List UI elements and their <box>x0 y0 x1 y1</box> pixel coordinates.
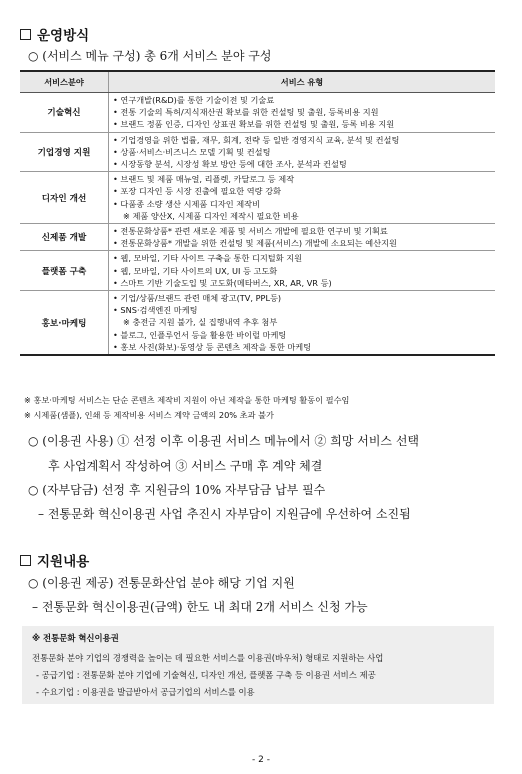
table-row <box>20 93 495 133</box>
table-row <box>20 132 495 172</box>
table-row <box>20 291 495 356</box>
info-box-title: ※ 전통문화 혁신이용권 <box>32 633 119 643</box>
service-item: • 다품종 소량 생산 시제품 디자인 제작비 <box>113 198 260 209</box>
header-category: 서비스분야 <box>20 71 109 93</box>
table-row <box>20 224 495 251</box>
service-item: • 포장 디자인 등 시장 진출에 필요한 역량 강화 <box>113 186 282 197</box>
service-category: 신제품 개발 <box>20 224 109 251</box>
service-items <box>109 224 496 251</box>
service-items <box>109 172 496 224</box>
info-box-line-3: - 수요기업 : 이용권을 발급받아서 공급기업의 서비스를 이용 <box>36 687 255 697</box>
service-item: ※ 제품 양산X, 시제품 디자인 제작시 필요한 비용 <box>123 210 299 221</box>
bullet-self-pay: ○ (자부담금) 선정 후 지원금의 10% 자부담금 납부 필수 <box>28 483 326 497</box>
checkbox-square-icon <box>20 555 31 566</box>
service-item: • 전통 기술의 특허/지식재산권 확보를 위한 컨설팅 및 출원, 등록비용 지원 <box>113 107 379 118</box>
table-row <box>20 172 495 224</box>
table-row <box>20 251 495 291</box>
checkbox-square-icon <box>20 29 31 40</box>
service-category: 기술혁신 <box>20 93 109 133</box>
service-item: ※ 충전금 지원 불가, 실 집행내역 추후 첨부 <box>123 317 278 328</box>
service-item: • 전통문화상품* 관련 새로운 제품 및 서비스 개발에 필요한 연구비 및 기획료 <box>113 226 388 237</box>
service-item: • 웹, 모바일, 기타 사이트 구축을 통한 디지털화 지원 <box>113 253 303 264</box>
service-item: • 전통문화상품* 개발을 위한 컨설팅 및 제품(서비스) 개발에 소요되는 예산지원 <box>113 238 397 249</box>
bullet-voucher: ○ (이용권 제공) 전통문화산업 분야 해당 기업 지원 <box>28 576 295 590</box>
service-item: • 시장동향 분석, 시장성 확보 방안 등에 대한 조사, 분석과 컨설팅 <box>113 159 347 170</box>
service-item: • 기업경영을 위한 법률, 재무, 회계, 전략 등 일반 경영지식 교육, 분석 및 컨설팅 <box>113 134 400 145</box>
service-item: • 브랜드 및 제품 매뉴얼, 리플렛, 카달로그 등 제작 <box>113 174 295 185</box>
service-category: 플랫폼 구축 <box>20 251 109 291</box>
service-item: • 기업/상품/브랜드 관련 매체 광고(TV, PPL등) <box>113 293 282 304</box>
note-2: ※ 시제품(샘플), 인쇄 등 제작비용 서비스 계약 금액의 20% 초과 불가 <box>24 410 274 420</box>
table-header-row <box>20 71 495 93</box>
section-title: 운영방식 <box>37 28 90 44</box>
service-items <box>109 251 496 291</box>
bullet-voucher-sub: – 전통문화 혁신이용권(금액) 한도 내 최대 2개 서비스 신청 가능 <box>32 600 368 614</box>
service-category: 디자인 개선 <box>20 172 109 224</box>
service-item: • 상품·서비스·비즈니스 모델 기획 및 컨설팅 <box>113 146 271 157</box>
service-items <box>109 93 496 133</box>
service-items <box>109 291 496 356</box>
intro-line: ○ (서비스 메뉴 구성) 총 6개 서비스 분야 구성 <box>28 49 272 63</box>
section-heading-support <box>20 550 89 570</box>
header-type: 서비스 유형 <box>109 71 496 93</box>
info-box <box>22 626 494 704</box>
service-category: 홍보·마케팅 <box>20 291 109 356</box>
service-item: • 웹, 모바일, 기타 사이트의 UX, UI 등 고도화 <box>113 265 278 276</box>
info-box-line-1: 전통문화 분야 기업의 경쟁력을 높이는 데 필요한 서비스를 이용권(바우처) 형태로 지원하는 사업 <box>32 653 384 663</box>
service-item: • 블로그, 인플루언서 등을 활용한 바이럴 마케팅 <box>113 329 287 340</box>
service-item: • SNS·검색엔진 마케팅 <box>113 305 198 316</box>
service-item: • 스마트 기반 기술도입 및 고도화(메타버스, XR, AR, VR 등) <box>113 277 332 288</box>
section-title: 지원내용 <box>37 554 90 570</box>
service-item: • 홍보 사진(화보)·동영상 등 콘텐츠 제작을 통한 마케팅 <box>113 341 312 352</box>
info-box-line-2: - 공급기업 : 전통문화 분야 기업에 기술혁신, 디자인 개선, 플랫폼 구축 등 이용권 서비스 제공 <box>36 670 376 680</box>
page-number: - 2 - <box>252 755 270 765</box>
service-items <box>109 132 496 172</box>
bullet-self-pay-sub: – 전통문화 혁신이용권 사업 추진시 자부담이 지원금에 우선하여 소진됨 <box>38 507 411 521</box>
service-category: 기업경영 지원 <box>20 132 109 172</box>
service-table <box>20 70 495 356</box>
section-heading-operation <box>20 24 89 44</box>
note-1: ※ 홍보·마케팅 서비스는 단순 콘텐츠 제작비 지원이 아닌 제작을 통한 마케팅 활동이 필수임 <box>24 395 350 405</box>
service-item: • 브랜드 정품 인증, 디자인 상표권 확보를 위한 컨설팅 및 출원, 등록 비용 지원 <box>113 119 395 130</box>
bullet-usage: ○ (이용권 사용) ① 선정 이후 이용권 서비스 메뉴에서 ② 희망 서비스 선택 <box>28 434 420 448</box>
service-item: • 연구개발(R&D)를 통한 기술이전 및 기술료 <box>113 95 275 105</box>
bullet-usage-cont: 후 사업계획서 작성하여 ③ 서비스 구매 후 계약 체결 <box>48 459 323 473</box>
